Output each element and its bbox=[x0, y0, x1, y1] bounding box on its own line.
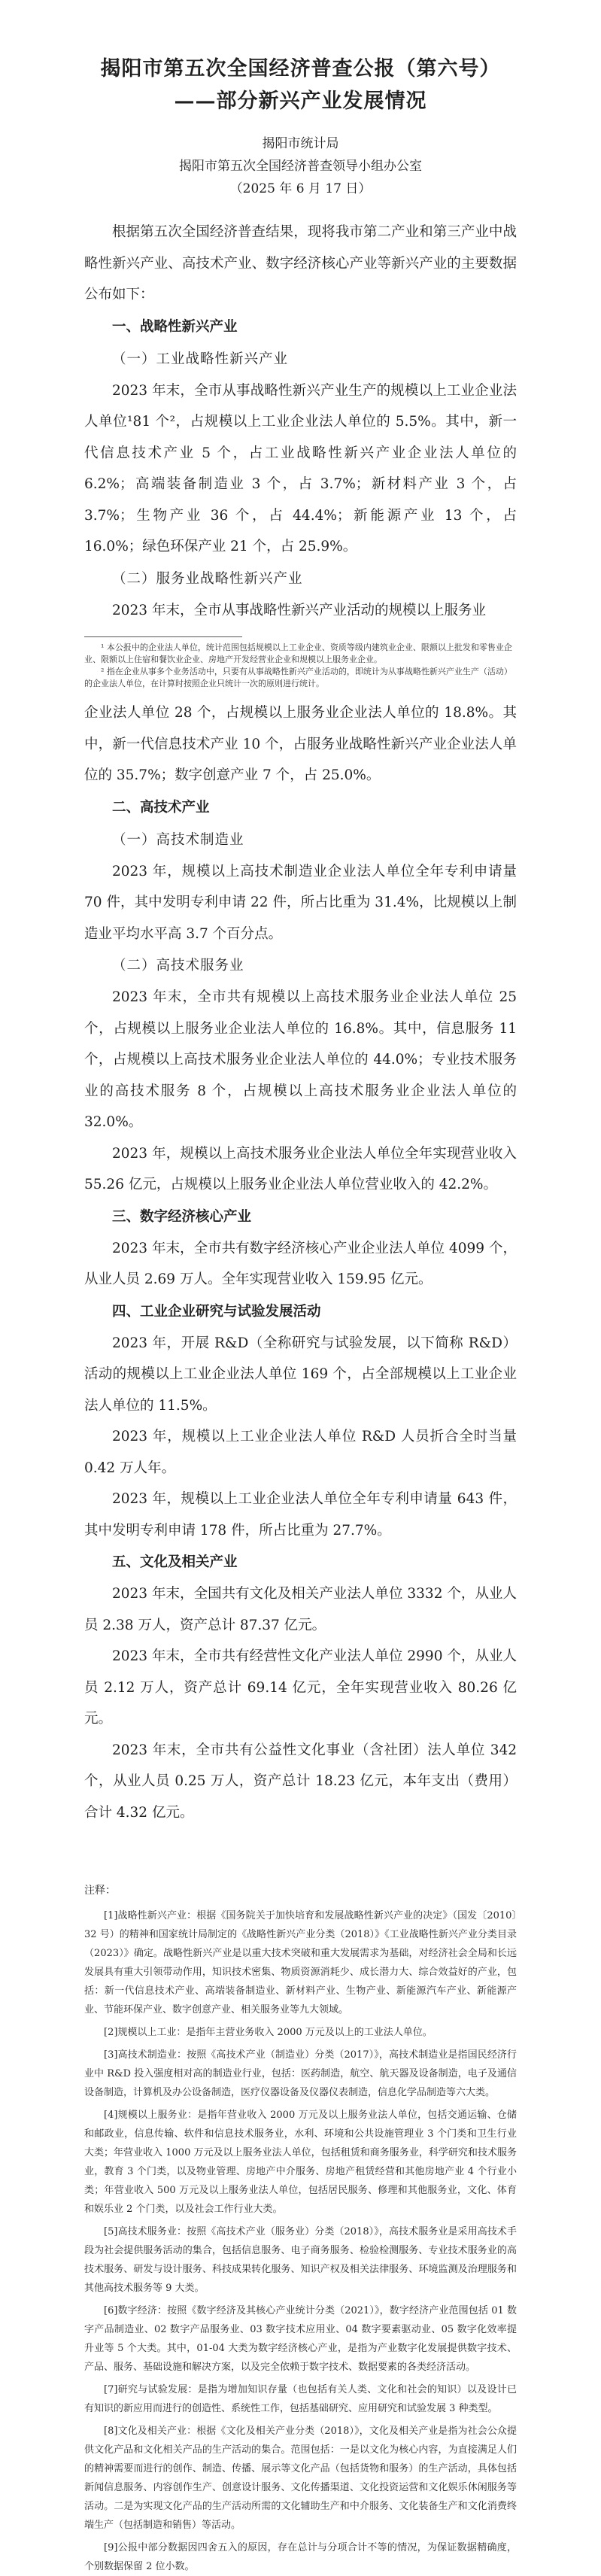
paragraph-service-strategic-cont: 企业法人单位 28 个，占规模以上服务业企业法人单位的 18.8%。其中，新一代信息技术产业 10 个，占服务业战略性新兴产业企业法人单位的 35.7%；数字创意产业 7 个，占 25.0%。 bbox=[84, 705, 517, 783]
note-item: [6]数字经济：按照《数字经济及其核心产业统计分类（2021）》，数字经济产业范围包括 01 数字产品制造业、02 数字产品服务业、03 数字技术应用业、04 数字要素驱动业、05 数字化效率提升业等 5 个大类。其中，01-04 大类为数字经济核心产业，是指为产业数字化发展提供数字技术、产品、服务、基础设施和解决方案，以及完全依赖于数字技术、数据要素的各类经济活动。 bbox=[84, 2305, 517, 2373]
notes-title: 注释： bbox=[84, 1885, 116, 1897]
note-item: [8]文化及相关产业：根据《文化及相关产业分类（2018）》，文化及相关产业是指为社会公众提供文化产品和文化相关产品的生产活动的集合。范围包括：一是以文化为核心内容，为直接满足人们的精神需要而进行的创作、制造、传播、展示等文化产品（包括货物和服务）的生产活动，具体包括新闻信息服务、内容创作生产、创意设计服务、文化传播渠道、文化投资运营和文化娱乐休闲服务等活动。二是为实现文化产品的生产活动所需的文化辅助生产和中介服务、文化装备生产和文化消费终端生产（包括制造和销售）等活动。 bbox=[84, 2426, 517, 2531]
section-heading-culture: 五、文化及相关产业 bbox=[112, 1554, 238, 1570]
subheading-hightech-services: （二）高技术服务业 bbox=[112, 958, 244, 974]
section-heading-strategic: 一、战略性新兴产业 bbox=[112, 318, 238, 335]
note-item: [9]公报中部分数据因四舍五入的原因，存在总计与分项合计不等的情况，为保证数据精确度，个别数据保留 2 位小数。 bbox=[84, 2542, 517, 2572]
section-heading-hightech: 二、高技术产业 bbox=[112, 799, 210, 816]
paragraph-hightech-services-units: 2023 年末，全市共有规模以上高技术服务业企业法人单位 25 个，占规模以上服务业企业法人单位的 16.8%。其中，信息服务 11 个，占规模以上高技术服务业企业法人单位的 44.0%；专业技术服务业的高技术服务 8 个，占规模以上高技术服务业企业法人单位的 32.0%。 bbox=[84, 989, 517, 1130]
bulletin-title-line1: 揭阳市第五次全国经济普查公报（第六号） bbox=[100, 57, 501, 80]
note-item: [5]高技术服务业：按照《高技术产业（服务业）分类（2018）》，高技术服务业是采用高技术手段为社会提供服务活动的集合，包括信息服务、电子商务服务、检验检测服务、专业技术服务业的高技术服务、研发与设计服务、科技成果转化服务、知识产权及相关法律服务、环境监测及治理服务和其他高技术服务等 9 大类。 bbox=[84, 2226, 517, 2294]
footnote-divider bbox=[84, 636, 242, 637]
notes-list bbox=[84, 1906, 517, 2576]
intro-paragraph: 根据第五次全国经济普查结果，现将我市第二产业和第三产业中战略性新兴产业、高技术产业、数字经济核心产业等新兴产业的主要数据公布如下： bbox=[84, 224, 517, 302]
bulletin-title-line2: ——部分新兴产业发展情况 bbox=[174, 90, 427, 113]
paragraph-rd-personnel: 2023 年，规模以上工业企业法人单位 R&D 人员折合全时当量 0.42 万人年。 bbox=[84, 1429, 517, 1476]
issuer-statistics-bureau: 揭阳市统计局 bbox=[262, 136, 339, 151]
paragraph-hightech-services-revenue: 2023 年，规模以上高技术服务业企业法人单位全年实现营业收入 55.26 亿元，占规模以上服务业企业法人单位营业收入的 42.2%。 bbox=[84, 1145, 517, 1192]
note-item: [7]研究与试验发展：是指为增加知识存量（也包括有关人类、文化和社会的知识）以及设计已有知识的新应用而进行的创造性、系统性工作，包括基础研究、应用研究和试验发展 3 种类型。 bbox=[84, 2384, 517, 2414]
paragraph-hightech-manufacturing: 2023 年，规模以上高技术制造业企业法人单位全年专利申请量 70 件，其中发明专利申请 22 件，所占比重为 31.4%，比规模以上制造业平均水平高 3.7 个百分点。 bbox=[84, 863, 517, 942]
paragraph-digital-economy: 2023 年末，全市共有数字经济核心产业企业法人单位 4099 个，从业人员 2.69 万人。全年实现营业收入 159.95 亿元。 bbox=[84, 1240, 517, 1287]
subheading-hightech-manufacturing: （一）高技术制造业 bbox=[112, 831, 244, 848]
note-item: [3]高技术制造业：按照《高技术产业（制造业）分类（2017）》，高技术制造业是指国民经济行业中 R&D 投入强度相对高的制造业行业，包括：医药制造，航空、航天器及设备制造，电子及通信设备制造，计算机及办公设备制造，医疗仪器设备及仪器仪表制造，信息化学品制造等六大类。 bbox=[84, 2049, 517, 2098]
paragraph-rd-units: 2023 年，开展 R&D（全称研究与试验发展，以下简称 R&D）活动的规模以上工业企业法人单位 169 个，占全部规模以上工业企业法人单位的 11.5%。 bbox=[84, 1335, 517, 1414]
note-item: [2]规模以上工业：是指年主营业务收入 2000 万元及以上的工业法人单位。 bbox=[104, 2027, 433, 2038]
paragraph-culture-public: 2023 年末，全市共有公益性文化事业（含社团）法人单位 342 个，从业人员 0.25 万人，资产总计 18.23 亿元，本年支出（费用）合计 4.32 亿元。 bbox=[84, 1742, 517, 1821]
paragraph-service-strategic-start: 2023 年末，全市从事战略性新兴产业活动的规模以上服务业 bbox=[112, 602, 486, 618]
note-item: [1]战略性新兴产业：根据《国务院关于加快培育和发展战略性新兴产业的决定》（国发〔2010〕32 号）的精神和国家统计局制定的《战略性新兴产业分类（2018）》《工业战略性新兴产业分类目录（2023）》确定。战略性新兴产业是以重大技术突破和重大发展需求为基础，对经济社会全局和长远发展具有重大引领带动作用，知识技术密集、物质资源消耗少、成长潜力大、综合效益好的产业，包括：新一代信息技术产业、高端装备制造业、新材料产业、生物产业、新能源汽车产业、新能源产业、节能环保产业、数字创意产业、相关服务业等九大领域。 bbox=[84, 1910, 517, 2016]
issuer-census-office: 揭阳市第五次全国经济普查领导小组办公室 bbox=[179, 159, 422, 174]
publication-date: （2025 年 6 月 17 日） bbox=[229, 181, 372, 196]
section-heading-digital: 三、数字经济核心产业 bbox=[112, 1208, 252, 1225]
page-footnotes bbox=[84, 642, 517, 690]
section-heading-rd: 四、工业企业研究与试验发展活动 bbox=[112, 1303, 321, 1320]
paragraph-culture-commercial: 2023 年末，全市共有经营性文化产业法人单位 2990 个，从业人员 2.12 万人，资产总计 69.14 亿元，全年实现营业收入 80.26 亿元。 bbox=[84, 1648, 517, 1727]
paragraph-culture-total: 2023 年末，全国共有文化及相关产业法人单位 3332 个，从业人员 2.38 万人，资产总计 87.37 亿元。 bbox=[84, 1586, 517, 1633]
subheading-industrial-strategic: （一）工业战略性新兴产业 bbox=[112, 351, 289, 367]
footnote-2: ² 指在企业从事多个业务活动中，只要有从事战略性新兴产业活动的，即统计为从事战略性新兴产业生产（活动）的企业法人单位，在计算时按照企业只统计一次的原则进行统计。 bbox=[84, 667, 512, 688]
subheading-service-strategic: （二）服务业战略性新兴产业 bbox=[112, 570, 303, 587]
footnote-1: ¹ 本公报中的企业法人单位，统计范围包括规模以上工业企业、资质等级内建筑业企业、限额以上批发和零售业企业、限额以上住宿和餐饮业企业、房地产开发经营业企业和规模以上服务业企业。 bbox=[84, 642, 512, 664]
note-item: [4]规模以上服务业：是指年营业收入 2000 万元及以上服务业法人单位，包括交通运输、仓储和邮政业，信息传输、软件和信息技术服务业，水利、环境和公共设施管理业 3 个门类和卫生行业大类；年营业收入 1000 万元及以上服务业法人单位，包括租赁和商务服务业，科学研究和技术服务业，教育 3 个门类，以及物业管理、房地产中介服务、房地产租赁经营和其他房地产业 4 个行业小类；年营业收入 500 万元及以上服务业法人单位，包括居民服务、修理和其他服务业，文化、体育和娱乐业 2 个门类，以及社会工作行业大类。 bbox=[84, 2110, 517, 2215]
paragraph-rd-patents: 2023 年，规模以上工业企业法人单位全年专利申请量 643 件，其中发明专利申请 178 件，所占比重为 27.7%。 bbox=[84, 1491, 517, 1539]
paragraph-industrial-strategic: 2023 年末，全市从事战略性新兴产业生产的规模以上工业企业法人单位¹81 个²，占规模以上工业企业法人单位的 5.5%。其中，新一代信息技术产业 5 个，占工业战略性新兴产业企业法人单位的 6.2%；高端装备制造业 3 个，占 3.7%；新材料产业 3 个，占 3.7%；生物产业 36 个，占 44.4%；新能源产业 13 个，占 16.0%；绿色环保产业 21 个，占 25.9%。 bbox=[84, 382, 517, 554]
